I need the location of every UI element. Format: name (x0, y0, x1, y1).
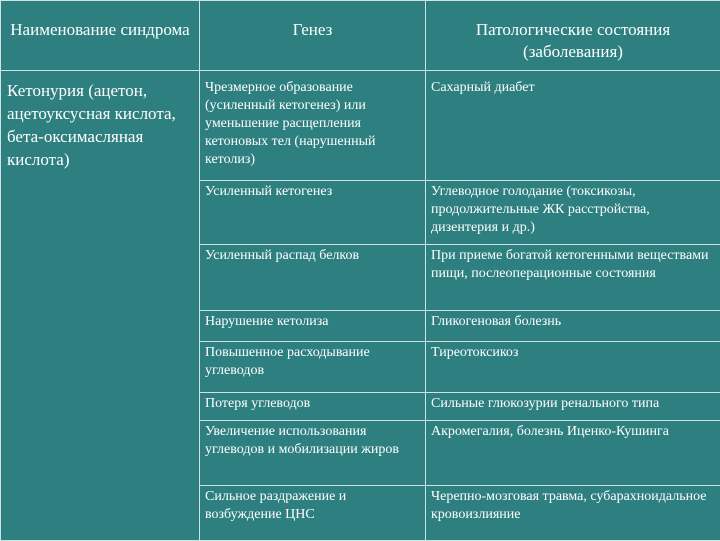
header-genesis: Генез (200, 1, 426, 71)
genesis-cell: Чрезмерное образование (усиленный кетогенез) или уменьшение расщепления кетоновых тел (нарушенный кетолиз) (200, 71, 426, 181)
genesis-cell: Увеличение использования углеводов и мобилизации жиров (200, 421, 426, 486)
genesis-cell: Потеря углеводов (200, 393, 426, 421)
conditions-cell: Углеводное голодание (токсикозы, продолжительные ЖК расстройства, дизентерия и др.) (426, 181, 720, 245)
genesis-cell: Повышенное расходывание углеводов (200, 342, 426, 393)
conditions-cell: Тиреотоксикоз (426, 342, 720, 393)
header-syndrome: Наименование синдрома (1, 1, 200, 71)
conditions-cell: При приеме богатой кетогенными веществами пищи, послеоперационные состояния (426, 245, 720, 311)
conditions-cell: Черепно-мозговая травма, субарахноидальное кровоизлияние (426, 486, 720, 541)
conditions-cell: Сильные глюкозурии ренального типа (426, 393, 720, 421)
header-conditions: Патологические состояния (заболевания) (426, 1, 720, 71)
table-header-row (1, 1, 720, 71)
genesis-cell: Усиленный распад белков (200, 245, 426, 311)
genesis-cell: Сильное раздражение и возбуждение ЦНС (200, 486, 426, 541)
conditions-cell: Акромегалия, болезнь Иценко-Кушинга (426, 421, 720, 486)
genesis-cell: Усиленный кетогенез (200, 181, 426, 245)
conditions-cell: Гликогеновая болезнь (426, 311, 720, 342)
genesis-cell: Нарушение кетолиза (200, 311, 426, 342)
syndrome-cell: Кетонурия (ацетон, ацетоуксусная кислота, бета-оксимасляная кислота) (1, 71, 200, 541)
conditions-cell: Сахарный диабет (426, 71, 720, 181)
table-row (1, 71, 720, 181)
